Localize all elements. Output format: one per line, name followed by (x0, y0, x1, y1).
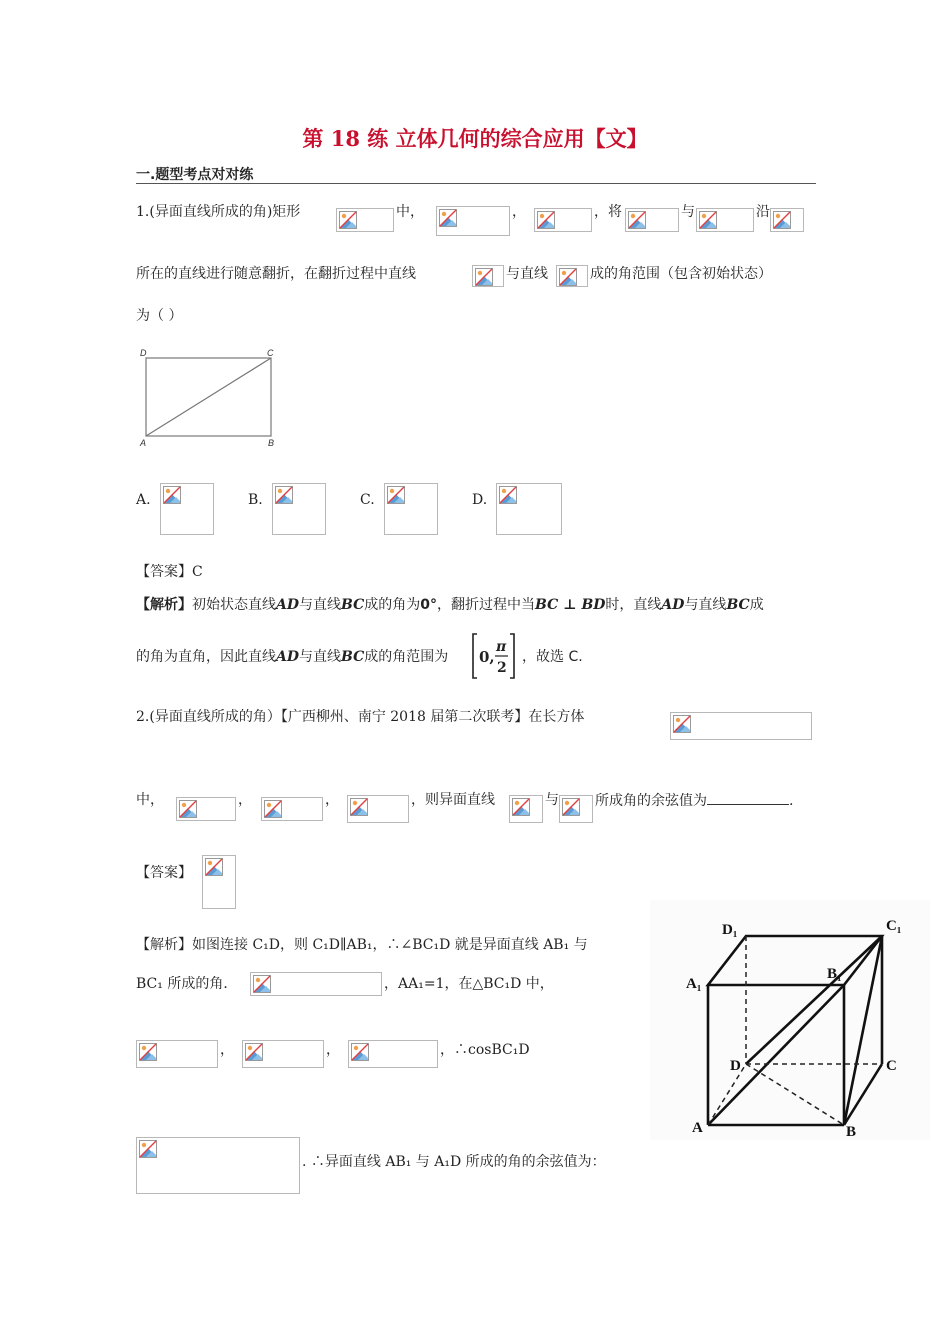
label-b: B (268, 438, 275, 448)
broken-image-icon (475, 268, 493, 286)
formula-image-placeholder (696, 208, 754, 232)
q2-text-4: ， (325, 792, 339, 808)
q1-analysis-end: ，故选 C. (522, 649, 583, 665)
broken-image-icon (163, 486, 181, 504)
analysis-text: 成的角为 (364, 597, 421, 613)
broken-image-icon (205, 858, 223, 876)
option-b-image[interactable] (272, 483, 326, 535)
diagonal-ac (146, 358, 271, 436)
formula-image-placeholder (242, 1040, 324, 1068)
q2-analysis-sep-2: ， (326, 1042, 340, 1058)
option-a-image[interactable] (160, 483, 214, 535)
q2-analysis-cos: ，∴cosBC₁D (440, 1042, 530, 1058)
label-d: D (730, 1058, 741, 1074)
formula-image-placeholder (176, 797, 236, 821)
option-a-label: A. (136, 492, 151, 508)
formula-image-placeholder (625, 208, 679, 232)
formula-image-placeholder (472, 265, 504, 287)
analysis-text: 与直线 (299, 597, 342, 613)
broken-image-icon (537, 211, 555, 229)
math-bc: BC (726, 597, 750, 613)
broken-image-icon (512, 798, 530, 816)
broken-image-icon (628, 211, 646, 229)
q1-text-6: 沿 (756, 204, 770, 220)
formula-image-placeholder (336, 208, 394, 232)
q1-text-3: ， (512, 204, 526, 220)
broken-image-icon (773, 211, 791, 229)
q1-text-10: 为（ ） (136, 308, 183, 324)
page-title: 第 18 练 立体几何的综合应用【文】 (302, 126, 648, 151)
broken-image-icon (499, 486, 517, 504)
broken-image-icon (275, 486, 293, 504)
option-c-image[interactable] (384, 483, 438, 535)
q2-text-1: 2.(异面直线所成的角）【广西柳州、南宁 2018 届第二次联考】在长方体 (136, 709, 585, 725)
formula-image-placeholder (348, 1040, 438, 1068)
formula-image-placeholder (347, 795, 409, 823)
broken-image-icon (387, 486, 405, 504)
cuboid-figure (650, 900, 930, 1140)
formula-image-placeholder (250, 972, 382, 996)
q2-text-5: ，则异面直线 (411, 792, 495, 808)
analysis-label: 【解析】 (136, 597, 192, 613)
analysis-text: 与直线 (684, 597, 727, 613)
label-b1: B₁ (827, 966, 842, 982)
formula-image-placeholder (202, 855, 236, 909)
broken-image-icon (351, 1043, 369, 1061)
math-bc-perp-bd: BC ⊥ BD (535, 597, 606, 613)
label-a1: A₁ (686, 976, 702, 992)
q1-text-8: 与直线 (506, 266, 548, 282)
q2-analysis-sep-1: ， (220, 1042, 234, 1058)
q2-analysis-line-2b: ，AA₁=1，在△BC₁D 中， (384, 976, 554, 992)
formula-image-placeholder (770, 208, 804, 232)
label-c1: C₁ (886, 918, 902, 934)
q2-analysis-line-1: 【解析】如图连接 C₁D，则 C₁D∥AB₁，∴∠BC₁D 就是异面直线 AB₁ 与 (136, 937, 588, 953)
q1-text-9: 成的角范围（包含初始状态） (590, 266, 772, 282)
formula-image-placeholder (556, 265, 588, 287)
broken-image-icon (699, 211, 717, 229)
label-c: C (886, 1058, 897, 1074)
broken-image-icon (439, 209, 457, 227)
interval-zero: 0, (479, 648, 495, 666)
interval-two: 2 (497, 660, 507, 676)
broken-image-icon (350, 798, 368, 816)
math-bc: BC (341, 649, 365, 665)
answer-blank[interactable] (707, 790, 789, 805)
broken-image-icon (673, 715, 691, 733)
analysis-text: 时，直线 (605, 597, 662, 613)
label-c: C (267, 348, 274, 358)
q2-text-2: 中， (136, 792, 164, 808)
analysis-text: 的角为直角，因此直线 (136, 649, 276, 665)
formula-image-placeholder (670, 712, 812, 740)
analysis-text: 初始状态直线 (192, 597, 276, 613)
label-b: B (846, 1124, 857, 1140)
option-b-label: B. (248, 492, 263, 508)
broken-image-icon (139, 1140, 157, 1158)
q1-answer: 【答案】C (136, 564, 203, 580)
analysis-text: 成 (749, 597, 764, 613)
q1-text-7: 所在的直线进行随意翻折，在翻折过程中直线 (136, 266, 416, 282)
formula-image-placeholder (534, 208, 592, 232)
broken-image-icon (559, 268, 577, 286)
q2-answer: 【答案】 (136, 865, 192, 881)
q1-analysis-line-2 (136, 647, 448, 667)
formula-image-placeholder (261, 797, 323, 821)
label-d: D (140, 348, 147, 358)
label-d1: D₁ (722, 922, 738, 938)
analysis-text: 与直线 (299, 649, 342, 665)
formula-image-placeholder (136, 1040, 218, 1068)
q2-text-3: ， (238, 792, 252, 808)
formula-image-placeholder (136, 1137, 300, 1194)
math-ad: AD (276, 597, 300, 613)
formula-image-placeholder (436, 206, 510, 236)
q1-text-4: ，将 (594, 204, 622, 220)
rectangle-figure (136, 344, 286, 448)
option-d-label: D. (472, 492, 488, 508)
math-zero-degree: 0° (420, 597, 438, 613)
math-bc: BC (341, 597, 365, 613)
analysis-text: ，翻折过程中当 (437, 597, 536, 613)
formula-image-placeholder (509, 795, 543, 823)
q1-text-2: 中， (396, 204, 424, 220)
label-a: A (140, 438, 147, 448)
math-ad: AD (276, 649, 300, 665)
section-divider (136, 183, 816, 184)
broken-image-icon (264, 800, 282, 818)
interval-bracket (470, 632, 520, 680)
q2-text-6: 与 (545, 792, 559, 808)
q1-text-5: 与 (681, 204, 695, 220)
broken-image-icon (179, 800, 197, 818)
broken-image-icon (339, 211, 357, 229)
formula-image-placeholder (559, 795, 593, 823)
q1-analysis-line-1 (136, 595, 764, 615)
option-d-image[interactable] (496, 483, 562, 535)
option-c-label: C. (360, 492, 375, 508)
label-a: A (692, 1120, 703, 1136)
analysis-text: 成的角范围为 (364, 649, 449, 665)
broken-image-icon (253, 975, 271, 993)
broken-image-icon (139, 1043, 157, 1061)
q2-text-7-label: 所成角的余弦值为 (595, 793, 707, 809)
q2-text-7 (595, 790, 793, 811)
broken-image-icon (562, 798, 580, 816)
q2-analysis-line-4: . ∴异面直线 AB₁ 与 A₁D 所成的角的余弦值为： (302, 1154, 606, 1170)
section-heading: 一.题型考点对对练 (136, 167, 254, 183)
broken-image-icon (245, 1043, 263, 1061)
interval-pi: π (496, 639, 507, 655)
q2-text-7-period: . (789, 793, 794, 809)
q2-analysis-line-2a: BC₁ 所成的角． (136, 976, 238, 992)
math-ad: AD (661, 597, 685, 613)
q1-text-1: 1.(异面直线所成的角)矩形 (136, 204, 301, 220)
